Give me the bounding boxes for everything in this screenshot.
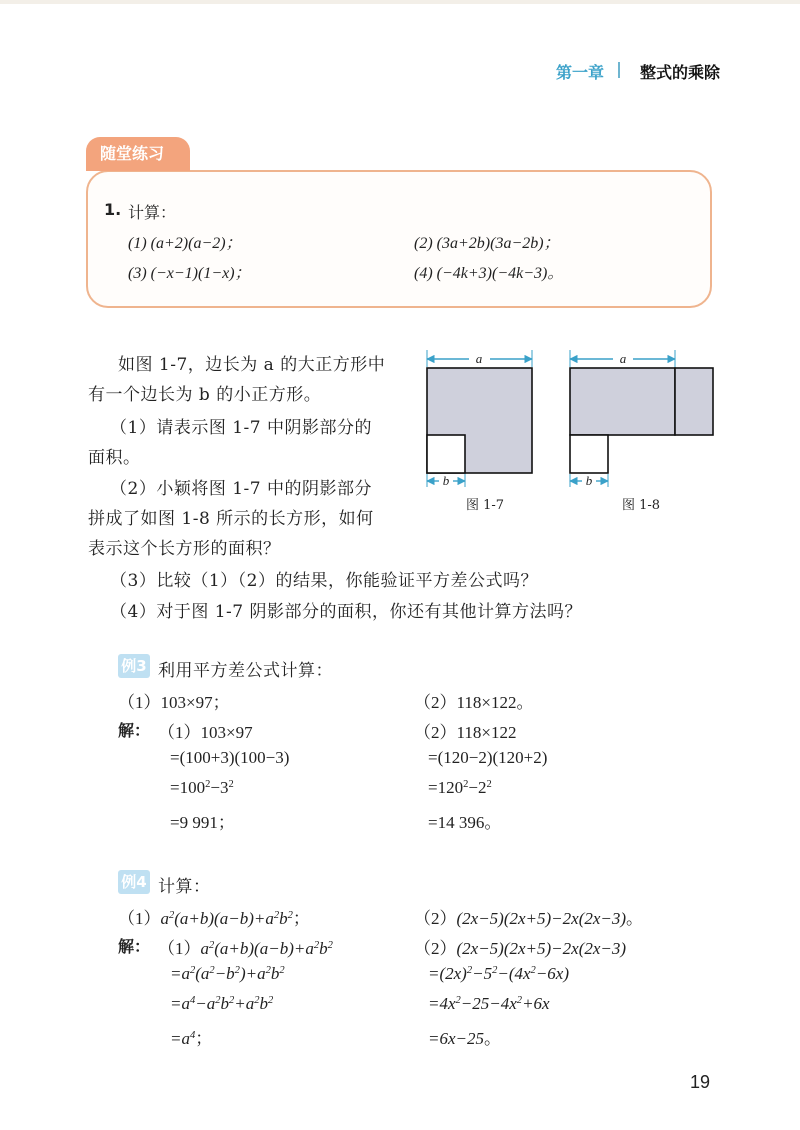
intro-line-7: 表示这个长方形的面积？: [88, 539, 281, 559]
intro-line-8: （3）比较（1）（2）的结果，你能验证平方差公式吗？: [110, 571, 538, 591]
intro-line-9: （4）对于图 1-7 阴影部分的面积，你还有其他计算方法吗？: [110, 602, 582, 622]
figure-1-7: [427, 350, 532, 513]
example3-solution-label: 解：: [118, 721, 151, 740]
header-separator: [618, 62, 620, 78]
example4-sol1-line2: $=a^2(a^2-b^2)+a^2b^2$: [170, 964, 285, 983]
practice-problem-2: (2) (3a+2b)(3a−2b)；: [414, 235, 560, 252]
top-border: [0, 0, 800, 4]
practice-item-title: 计算：: [128, 203, 177, 222]
example3-sol2-line3: $=120^2-2^2$: [428, 778, 492, 797]
practice-item-number: 1.: [104, 200, 122, 219]
example4-sol1-line4: $=a^4$；: [170, 1029, 213, 1048]
example3-title: 利用平方差公式计算：: [158, 661, 333, 681]
fig2-caption: 图 1-8: [621, 498, 661, 513]
example3-sol2-line4: =14 396。: [428, 813, 502, 832]
practice-problem-3: (3) (−x−1)(1−x)；: [128, 265, 251, 282]
figures-svg: [415, 345, 725, 520]
example4-badge: 例4: [118, 870, 150, 894]
practice-problem-4: (4) (−4k+3)(−4k−3)。: [414, 265, 564, 282]
fig2-right-rect: [675, 368, 713, 435]
page-number: 19: [690, 1072, 711, 1092]
fig1-small-square: [427, 435, 465, 473]
example4-q2: （2）(2x−5)(2x+5)−2x(2x−3)。: [414, 909, 644, 928]
example3-sol1-line3: $=100^2-3^2$: [170, 778, 234, 797]
example3-sol1-line2: =(100+3)(100−3): [170, 748, 290, 767]
section-title: 整式的乘除: [640, 63, 721, 82]
example4-sol1-line1: $(1)a^2(a+b)(a-b)+a^2b^2$: [158, 939, 333, 958]
intro-line-4: 面积。: [88, 448, 141, 468]
fig1-caption: 图 1-7: [465, 498, 505, 513]
example4-sol2-line4: =6x−25。: [428, 1029, 501, 1048]
intro-line-5: （2）小颖将图 1-7 中的阴影部分: [110, 479, 372, 499]
example4-solution-label: 解：: [118, 937, 151, 956]
practice-problem-1: (1) (a+2)(a−2)；: [128, 235, 242, 252]
intro-line-1: 如图 1-7，边长为 a 的大正方形中: [118, 355, 386, 375]
fig1-label-b: b: [442, 473, 450, 488]
example4-sol1-line3: $=a^4-a^2b^2+a^2b^2$: [170, 994, 274, 1013]
example4-sol2-line3: $=4x^2-25-4x^2+6x$: [428, 994, 550, 1013]
fig2-left-rect: [570, 368, 675, 435]
example4-sol2-line1: （2）(2x−5)(2x+5)−2x(2x−3): [414, 939, 627, 958]
example4-q1: $(1)a^2(a+b)(a-b)+a^2b^2$；: [118, 909, 310, 928]
practice-tab: 随堂练习: [86, 137, 190, 171]
intro-line-3: （1）请表示图 1-7 中阴影部分的: [110, 418, 372, 438]
chapter-label: 第一章: [556, 63, 605, 82]
example4-title: 计算：: [158, 877, 211, 897]
example3-q1: （1）103×97；: [118, 693, 230, 712]
example3-sol2-line2: =(120−2)(120+2): [428, 748, 548, 767]
fig1-label-a: a: [475, 351, 483, 366]
fig2-label-b: b: [585, 473, 593, 488]
example3-sol1-line4: =9 991；: [170, 813, 235, 832]
example4-sol2-line2: $=(2x)^2-5^2-(4x^2-6x)$: [428, 964, 569, 983]
fig2-label-a: a: [619, 351, 627, 366]
example3-sol1-line1: （1）103×97: [158, 723, 253, 742]
example3-badge: 例3: [118, 654, 150, 678]
example3-sol2-line1: （2）118×122: [414, 723, 517, 742]
intro-line-2: 有一个边长为 b 的小正方形。: [88, 385, 322, 405]
example3-q2: （2）118×122。: [414, 693, 534, 712]
intro-line-6: 拼成了如图 1-8 所示的长方形，如何: [88, 509, 374, 529]
fig2-small-square: [570, 435, 608, 473]
figure-1-8: [570, 350, 713, 513]
